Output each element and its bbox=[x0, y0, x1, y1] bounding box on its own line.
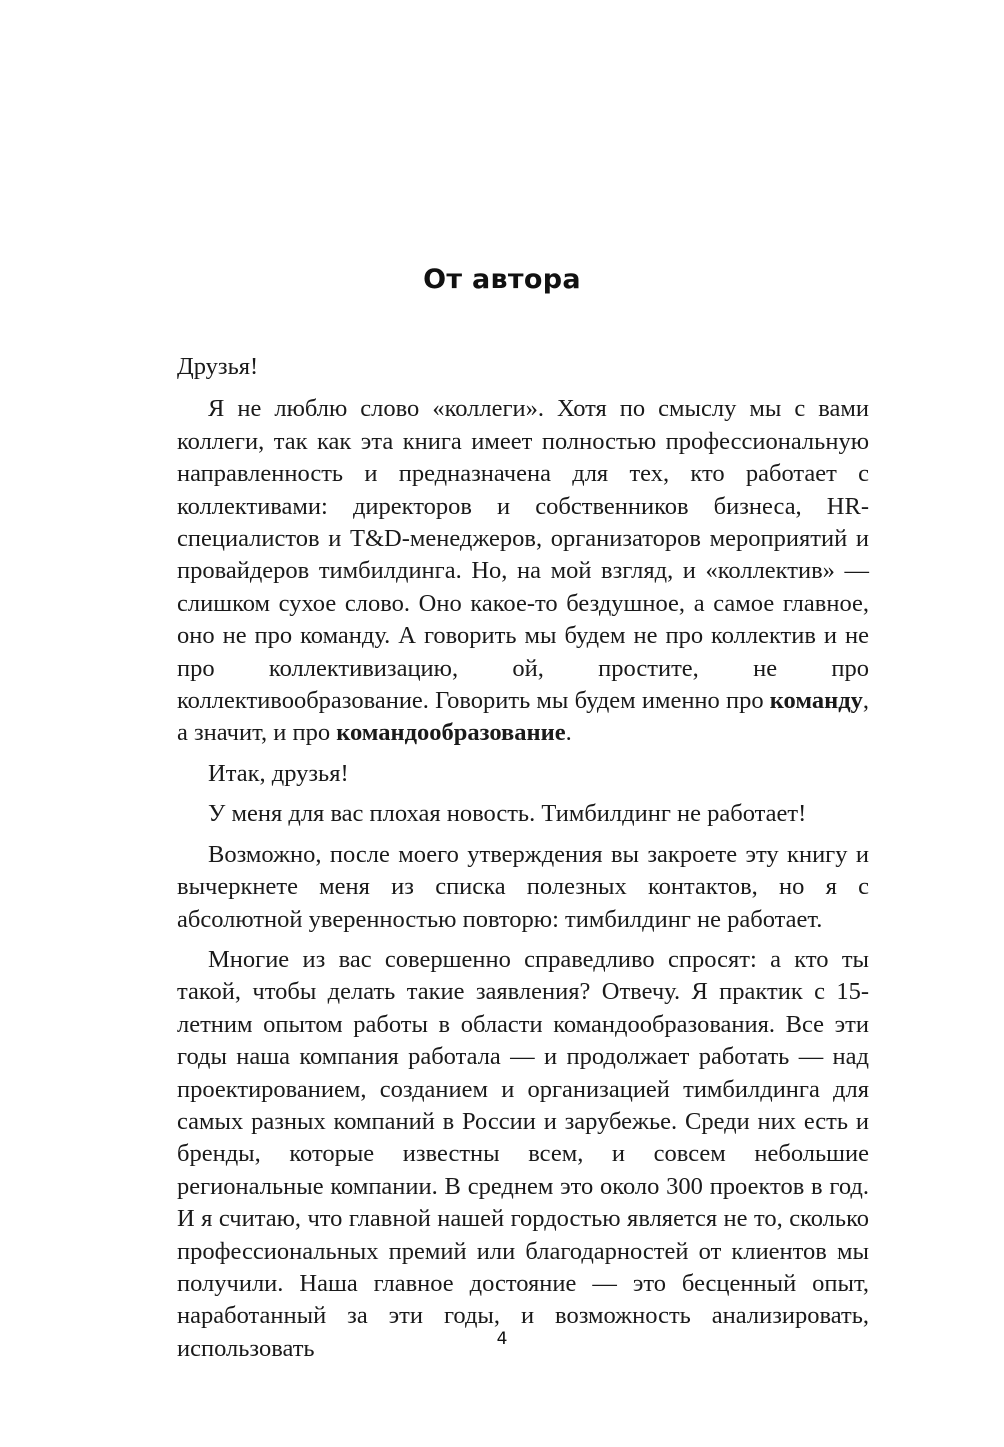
paragraph-1-text-a: Я не люблю слово «коллеги». Хотя по смыслу мы с вами коллеги, так как эта книга имеет полностью профессиональную направленность и предназначена для тех, кто работает с коллективами: директоров и собственников бизнеса, HR-специалистов и T&D-менеджеров, организаторов мероприятий и провайдеров тимбилдинга. Но, на мой взгляд, и «коллектив» — слишком сухое слово. Оно какое-то бездушное, а самое главное, оно не про команду. А говорить мы будем не про коллектив и не про коллективизацию, ой, простите, не про коллективообразование. Говорить мы будем именно про bbox=[177, 395, 869, 715]
salutation: Друзья! bbox=[177, 353, 259, 380]
paragraph-1 bbox=[177, 393, 869, 749]
bold-term-team: команду bbox=[769, 687, 863, 715]
body-text bbox=[177, 351, 869, 1373]
paragraph-4: Возможно, после моего утверждения вы закроете эту книгу и вычеркнете меня из списка полезных контактов, но я с абсолютной уверенностью повторю: тимбилдинг не работает. bbox=[177, 840, 869, 933]
paragraph-2: Итак, друзья! bbox=[208, 759, 349, 787]
paragraph-3: У меня для вас плохая новость. Тимбилдинг не работает! bbox=[208, 800, 807, 828]
paragraph-5: Многие из вас совершенно справедливо спросят: а кто ты такой, чтобы делать такие заявления? Отвечу. Я практик с 15-летним опытом работы в области командообразования. Все эти годы наша компания работала — и продолжает работать — над проектированием, созданием и организацией тимбилдинга для самых разных компаний в России и зарубежье. Среди них есть и бренды, которые известны всем, и совсем небольшие региональные компании. В среднем это около 300 проектов в год. И я считаю, что главной нашей гордостью является не то, сколько профессиональных премий или благодарностей от клиентов мы получили. Наша главное достояние — это бесценный опыт, наработанный за эти годы, и возможность анализировать, использовать bbox=[177, 945, 869, 1362]
page-number: 4 bbox=[496, 1329, 508, 1349]
chapter-title: От автора bbox=[423, 264, 581, 295]
paragraph-1-text-b: , а значит, и про bbox=[177, 687, 869, 747]
bold-term-team-building: командообразование bbox=[336, 719, 566, 747]
paragraph-1-text-c: . bbox=[565, 719, 572, 747]
